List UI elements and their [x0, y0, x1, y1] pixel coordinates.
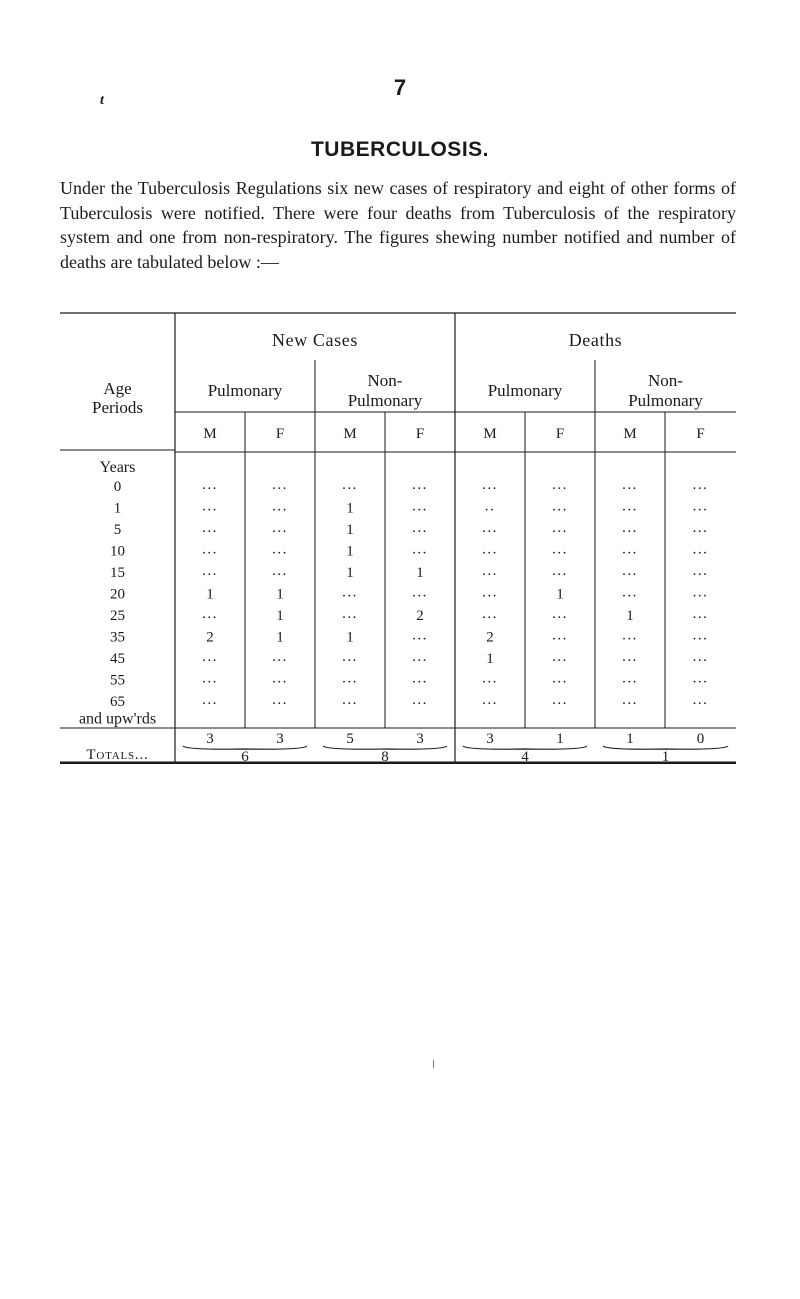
column-total: 1	[556, 731, 564, 747]
empty-cell-dots: ..	[484, 498, 496, 515]
empty-cell-dots: ...	[482, 692, 498, 708]
grand-total: 8	[381, 749, 389, 764]
age-header: Age	[103, 379, 132, 398]
column-total: 3	[486, 731, 494, 747]
empty-cell-dots: ...	[622, 520, 638, 536]
empty-cell-dots: ...	[482, 606, 498, 622]
column-total: 3	[206, 731, 214, 747]
table-cell: 1	[416, 565, 424, 581]
empty-cell-dots: ...	[622, 563, 638, 579]
empty-cell-dots: ...	[552, 692, 568, 708]
empty-cell-dots: ...	[692, 606, 709, 622]
subheader-pulmonary: Pulmonary	[487, 381, 563, 400]
page-number: 7	[393, 75, 407, 100]
empty-cell-dots: ...	[692, 563, 709, 579]
empty-cell-dots: ...	[692, 627, 709, 644]
table-cell: 1	[346, 522, 354, 538]
empty-cell-dots: ...	[202, 541, 218, 558]
empty-cell-dots: ...	[622, 584, 638, 601]
empty-cell-dots: ...	[482, 541, 498, 558]
empty-cell-dots: ...	[692, 520, 709, 536]
empty-cell-dots: ...	[482, 670, 498, 687]
empty-cell-dots: ...	[482, 584, 498, 601]
empty-cell-dots: ...	[622, 498, 638, 515]
empty-cell-dots: ...	[482, 563, 498, 579]
table-cell: 2	[416, 608, 424, 624]
table-cell: 2	[486, 629, 494, 646]
empty-cell-dots: ...	[272, 520, 288, 536]
sex-header: F	[415, 426, 425, 442]
sex-header: F	[696, 426, 705, 442]
empty-cell-dots: ...	[202, 670, 218, 687]
subheader-non-pulmonary: Pulmonary	[628, 391, 703, 410]
empty-cell-dots: ...	[692, 498, 709, 515]
empty-cell-dots: ...	[272, 692, 288, 708]
empty-cell-dots: ...	[622, 627, 638, 644]
group-header-new-cases: New Cases	[272, 330, 358, 350]
grand-total: 4	[521, 749, 529, 764]
empty-cell-dots: ...	[342, 606, 358, 622]
empty-cell-dots: ...	[552, 477, 568, 493]
age-label: 20	[110, 586, 125, 603]
empty-cell-dots: ...	[692, 670, 709, 687]
sex-header: M	[483, 426, 497, 442]
empty-cell-dots: ...	[272, 498, 288, 515]
periods-header: Periods	[92, 398, 143, 417]
intro-paragraph: Under the Tuberculosis Regulations six new cases of respiratory and eight of other forms of Tuberculosis were notified. There were four deaths from Tuberculosis of the respiratory system and one from non-respiratory. The figures shewing number notified and number of deaths are tabulated below :—	[60, 178, 736, 272]
empty-cell-dots: ...	[552, 541, 568, 558]
age-label: 35	[110, 629, 125, 646]
table-cell: 1	[276, 608, 284, 624]
stray-mark: t	[100, 93, 104, 108]
empty-cell-dots: ...	[342, 670, 358, 687]
table-cell: 1	[346, 543, 354, 560]
empty-cell-dots: ...	[622, 670, 638, 687]
empty-cell-dots: ...	[342, 477, 358, 493]
table-cell: 1	[276, 629, 284, 646]
empty-cell-dots: ...	[272, 670, 288, 687]
empty-cell-dots: ...	[412, 498, 428, 515]
empty-cell-dots: ...	[202, 498, 218, 515]
table-cell: 1	[206, 586, 214, 603]
age-label: 65	[110, 694, 125, 710]
empty-cell-dots: ...	[552, 563, 568, 579]
empty-cell-dots: ...	[412, 670, 428, 687]
last-row-label: and upw'rds	[78, 710, 157, 728]
empty-cell-dots: ...	[202, 692, 218, 708]
empty-cell-dots: ...	[692, 584, 709, 601]
empty-cell-dots: ...	[692, 477, 709, 493]
column-total: 1	[626, 731, 634, 747]
empty-cell-dots: ...	[552, 606, 568, 622]
age-label: 45	[110, 651, 125, 667]
sex-header: M	[623, 426, 637, 442]
table-cell: 1	[556, 586, 564, 603]
table-cell: 1	[626, 608, 634, 624]
sex-header: F	[275, 426, 285, 442]
age-label: 0	[113, 479, 122, 495]
table-cell: 1	[346, 629, 354, 646]
empty-cell-dots: ...	[622, 477, 638, 493]
empty-cell-dots: ...	[692, 649, 709, 665]
empty-cell-dots: ...	[272, 649, 288, 665]
empty-cell-dots: ...	[622, 541, 638, 558]
age-label: 25	[110, 608, 125, 624]
age-label: 10	[110, 543, 125, 560]
totals-label: Totals...	[86, 747, 149, 763]
empty-cell-dots: ...	[412, 584, 428, 601]
empty-cell-dots: ...	[202, 649, 218, 665]
table-cell: 1	[346, 500, 354, 517]
subheader-non-pulmonary: Pulmonary	[347, 391, 423, 410]
empty-cell-dots: ...	[412, 692, 428, 708]
group-header-deaths: Deaths	[568, 330, 623, 350]
tuberculosis-table	[60, 312, 736, 764]
empty-cell-dots: ...	[412, 627, 428, 644]
table-cell: 1	[486, 651, 494, 667]
empty-cell-dots: ...	[692, 541, 709, 558]
empty-cell-dots: ...	[272, 541, 288, 558]
empty-cell-dots: ...	[622, 692, 638, 708]
empty-cell-dots: ...	[342, 584, 358, 601]
empty-cell-dots: ...	[342, 692, 358, 708]
empty-cell-dots: ...	[412, 649, 428, 665]
empty-cell-dots: ...	[552, 649, 568, 665]
table-cell: 2	[206, 629, 214, 646]
empty-cell-dots: ...	[692, 692, 709, 708]
stray-tick	[433, 1060, 434, 1068]
empty-cell-dots: ...	[202, 606, 218, 622]
age-label: 15	[110, 565, 125, 581]
table-cell: 1	[276, 586, 284, 603]
empty-cell-dots: ...	[622, 649, 638, 665]
tuberculosis-table-svg	[60, 312, 736, 764]
age-label: 55	[110, 672, 125, 689]
empty-cell-dots: ...	[552, 670, 568, 687]
grand-total: 1	[661, 749, 670, 764]
subheader-non-pulmonary: Non-	[367, 371, 403, 390]
empty-cell-dots: ...	[272, 477, 288, 493]
empty-cell-dots: ...	[272, 563, 288, 579]
empty-cell-dots: ...	[202, 563, 218, 579]
subheader-pulmonary: Pulmonary	[207, 381, 283, 400]
age-label: 1	[113, 500, 122, 517]
sex-header: M	[343, 426, 357, 442]
empty-cell-dots: ...	[202, 477, 218, 493]
empty-cell-dots: ...	[552, 627, 568, 644]
empty-cell-dots: ...	[412, 477, 428, 493]
subheader-non-pulmonary: Non-	[648, 371, 683, 390]
column-total: 3	[276, 731, 284, 747]
column-total: 3	[416, 731, 424, 747]
sex-header: F	[555, 426, 565, 442]
page-title: TUBERCULOSIS.	[310, 138, 489, 161]
empty-cell-dots: ...	[202, 520, 218, 536]
table-cell: 1	[346, 565, 354, 581]
empty-cell-dots: ...	[482, 520, 498, 536]
column-total: 0	[696, 731, 705, 747]
age-label: 5	[113, 522, 122, 538]
empty-cell-dots: ...	[412, 520, 428, 536]
empty-cell-dots: ...	[412, 541, 428, 558]
column-total: 5	[346, 731, 354, 747]
empty-cell-dots: ...	[482, 477, 498, 493]
empty-cell-dots: ...	[342, 649, 358, 665]
grand-total: 6	[241, 749, 249, 764]
empty-cell-dots: ...	[552, 498, 568, 515]
years-label: Years	[99, 459, 136, 476]
sex-header: M	[203, 426, 217, 442]
empty-cell-dots: ...	[552, 520, 568, 536]
